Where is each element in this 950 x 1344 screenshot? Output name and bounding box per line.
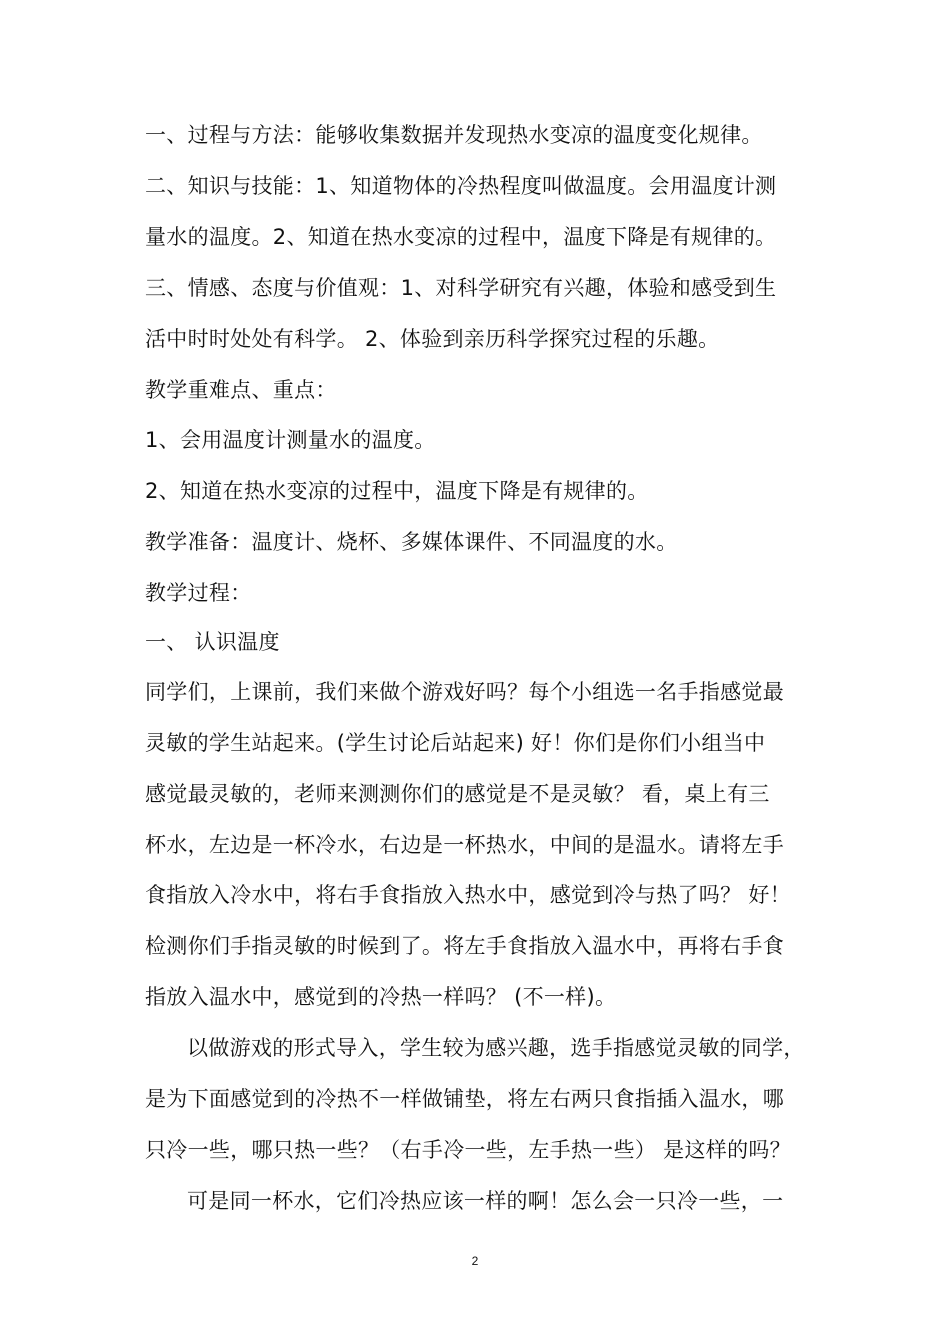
text-line-4: 三、情感、态度与价值观：1、对科学研究有兴趣，体验和感受到生 (145, 276, 777, 300)
text-line-1: 一、过程与方法：能够收集数据并发现热水变凉的温度变化规律。 (145, 123, 763, 147)
text-line-9: 教学准备：温度计、烧杯、多媒体课件、不同温度的水。 (145, 530, 678, 554)
text-line-19: 以做游戏的形式导入，学生较为感兴趣，选手指感觉灵敏的同学， (187, 1036, 805, 1060)
page-number: 2 (471, 1254, 479, 1268)
text-line-8: 2、知道在热水变凉的过程中，温度下降是有规律的。 (145, 479, 649, 503)
text-line-17: 检测你们手指灵敏的时候到了。将左手食指放入温水中，再将右手食 (145, 934, 784, 958)
text-line-16: 食指放入冷水中，将右手食指放入热水中，感觉到冷与热了吗？ 好！ (145, 883, 791, 907)
text-line-6: 教学重难点、重点： (145, 378, 337, 402)
text-line-2: 二、知识与技能：1、知道物体的冷热程度叫做温度。会用温度计测 (145, 174, 777, 198)
text-line-3: 量水的温度。2、知道在热水变凉的过程中，温度下降是有规律的。 (145, 225, 777, 249)
text-line-20: 是为下面感觉到的冷热不一样做铺垫，将左右两只食指插入温水，哪 (145, 1087, 784, 1111)
text-line-11: 一、 认识温度 (145, 630, 280, 654)
text-line-18: 指放入温水中，感觉到的冷热一样吗？ (不一样)。 (145, 985, 617, 1009)
text-line-5: 活中时时处处有科学。 2、体验到亲历科学探究过程的乐趣。 (145, 327, 720, 351)
text-line-7: 1、会用温度计测量水的温度。 (145, 428, 436, 452)
text-line-15: 杯水，左边是一杯冷水，右边是一杯热水，中间的是温水。请将左手 (145, 833, 784, 857)
text-line-10: 教学过程： (145, 581, 252, 605)
text-line-22: 可是同一杯水，它们冷热应该一样的啊！怎么会一只冷一些，一 (187, 1189, 784, 1213)
text-line-12: 同学们，上课前，我们来做个游戏好吗？每个小组选一名手指感觉最 (145, 680, 784, 704)
text-line-14: 感觉最灵敏的，老师来测测你们的感觉是不是灵敏？ 看，桌上有三 (145, 782, 770, 806)
text-line-13: 灵敏的学生站起来。(学生讨论后站起来) 好！你们是你们小组当中 (145, 731, 766, 755)
text-line-21: 只冷一些，哪只热一些？（右手冷一些，左手热一些） 是这样的吗？ (145, 1138, 791, 1162)
